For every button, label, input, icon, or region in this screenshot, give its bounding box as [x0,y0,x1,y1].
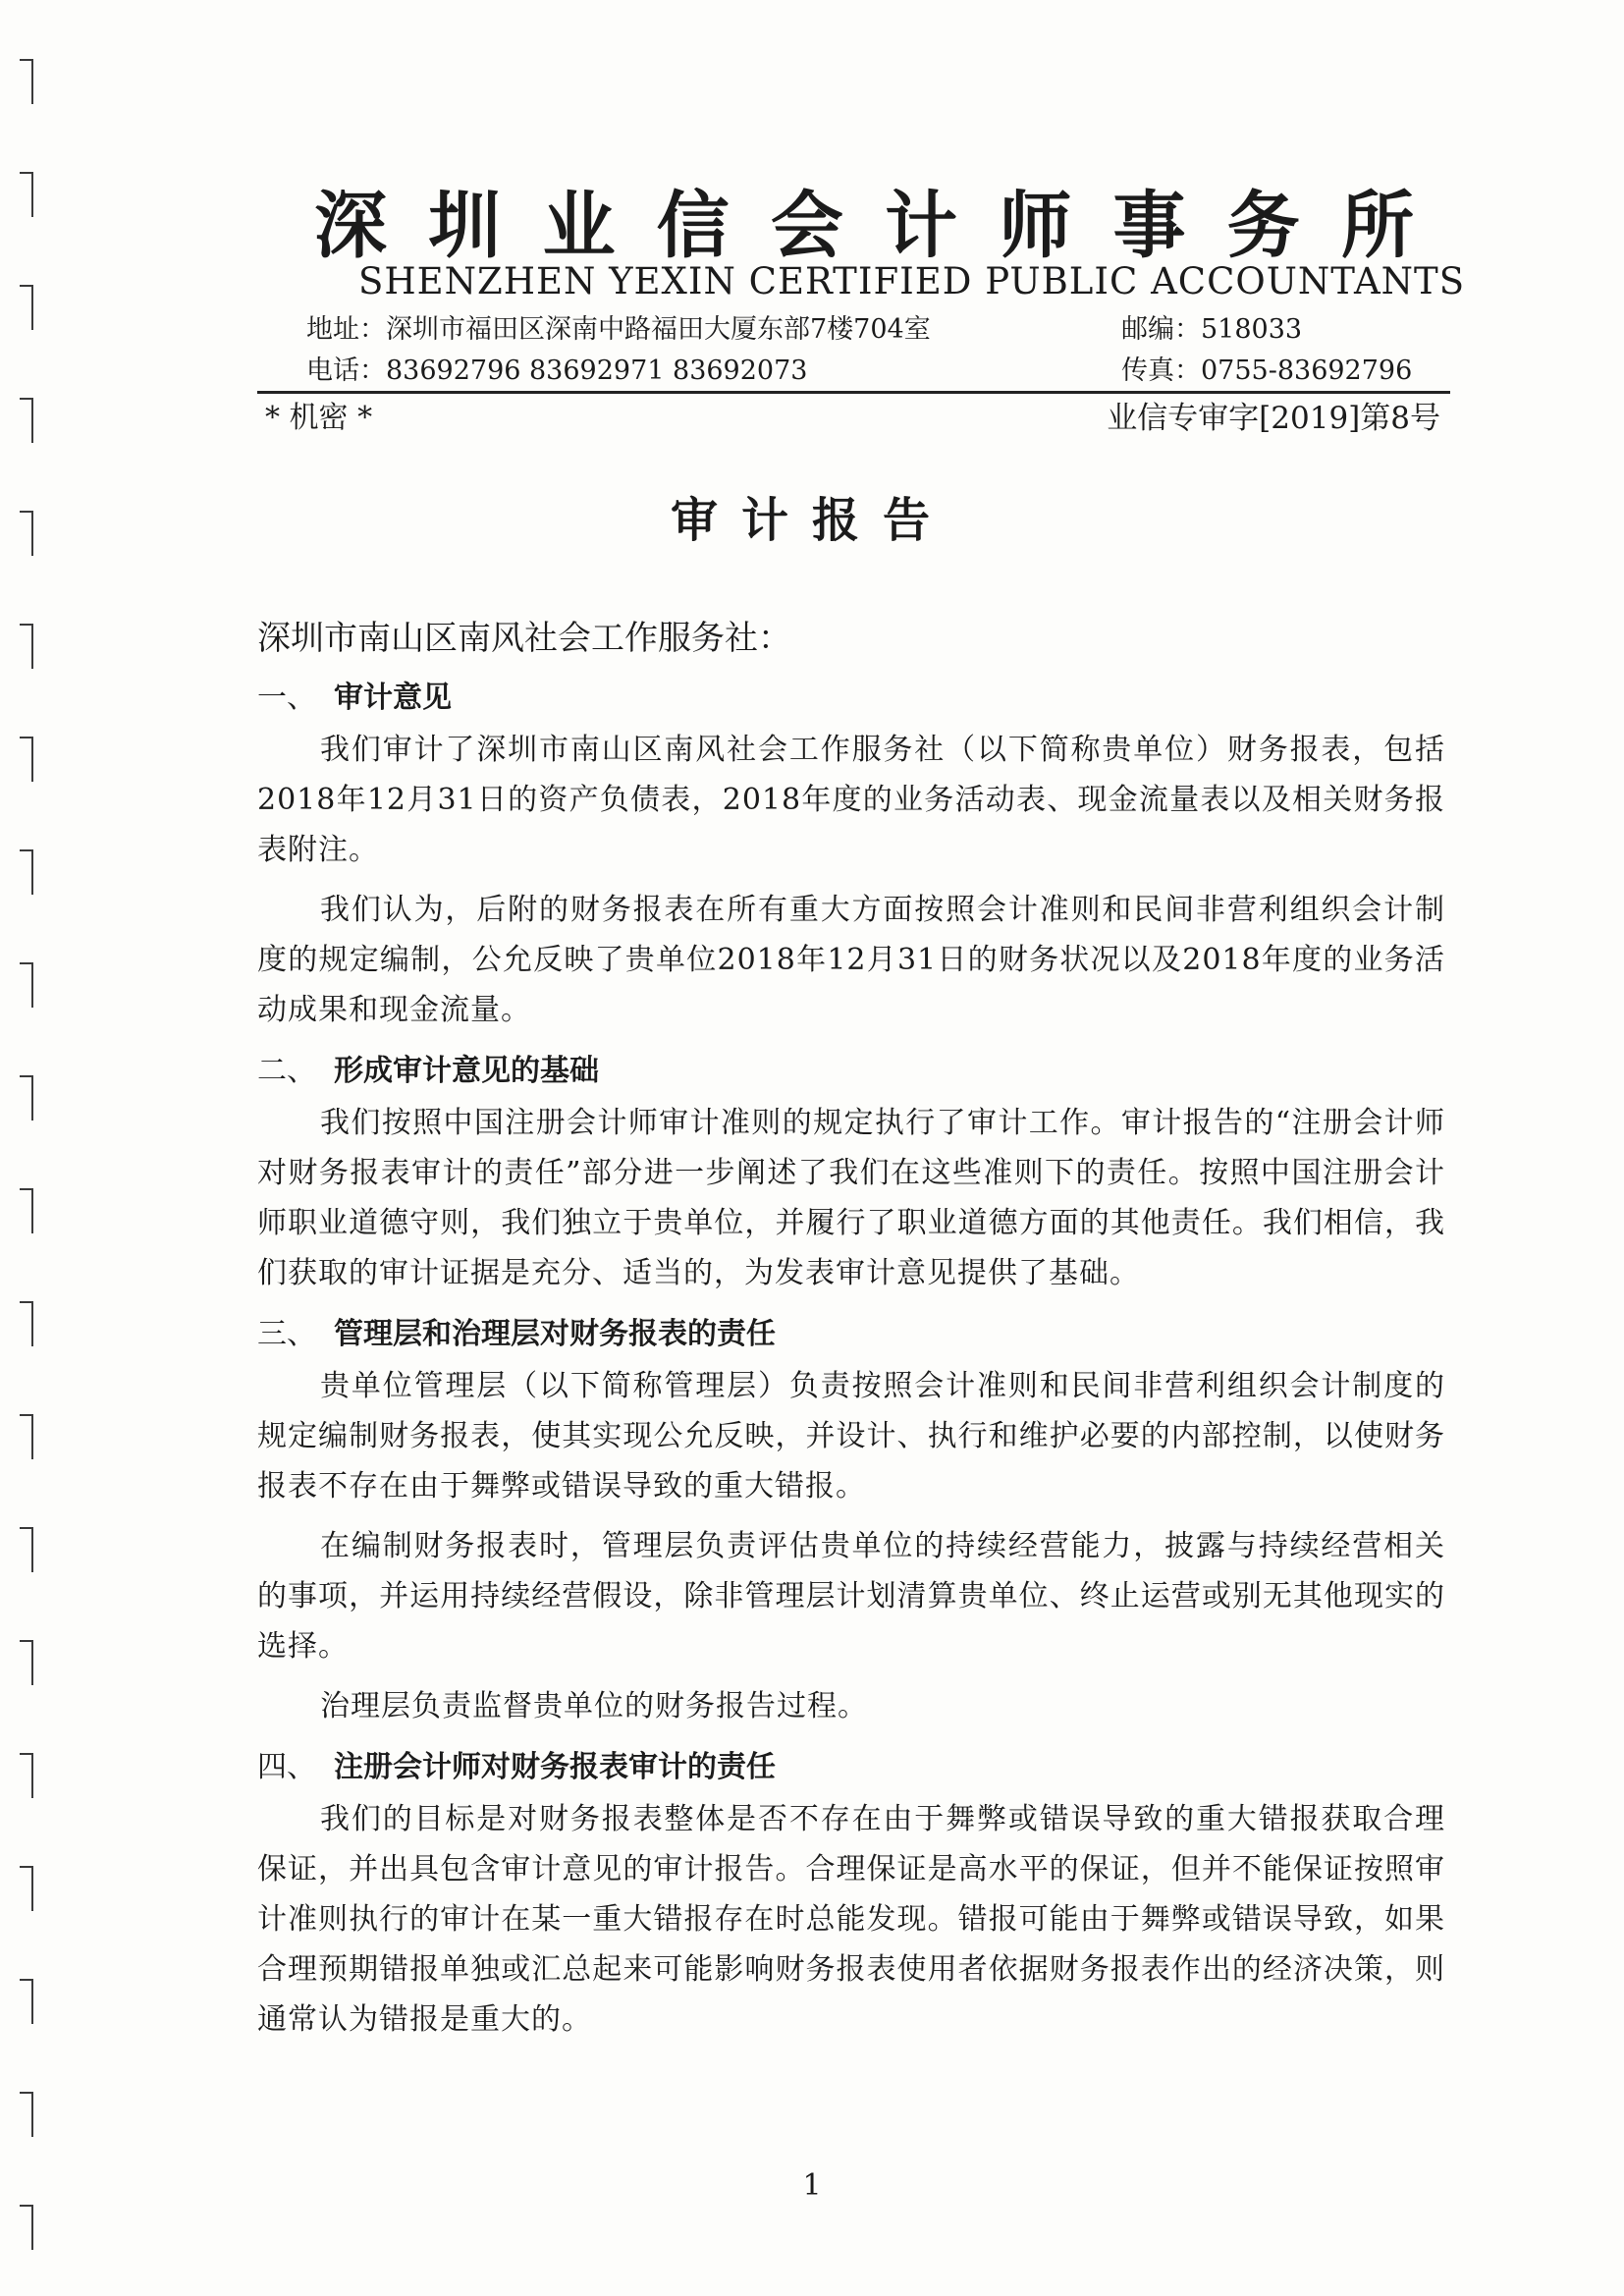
contact-row [306,354,1435,389]
report-body [257,609,1445,2054]
firm-name-char: 深 [314,184,387,268]
firm-name-char: 信 [656,184,730,268]
firm-name-char: 会 [770,184,843,268]
letterhead-divider [257,391,1450,394]
firm-name-char: 师 [999,184,1072,268]
paragraph: 我们的目标是对财务报表整体是否不存在由于舞弊或错误导致的重大错报获取合理保证，并出具包含审计意见的审计报告。合理保证是高水平的保证，但并不能保证按照审计准则执行的审计在某一重大错报存在时总能发现。错报可能由于舞弊或错误导致，如果合理预期错报单独或汇总起来可能影响财务报表使用者依据财务报表作出的经济决策，则通常认为错报是重大的。 [257,1802,1445,2037]
section-heading [257,672,1445,725]
section-number: 二、 [257,1054,316,1088]
section-number: 三、 [257,1317,316,1351]
paragraph: 在编制财务报表时，管理层负责评估贵单位的持续经营能力，披露与持续经营相关的事项，并运用持续经营假设，除非管理层计划清算贵单位、终止运营或别无其他现实的选择。 [257,1529,1445,1664]
confidential-mark: * 机密 * [265,401,373,435]
section-title: 形成审计意见的基础 [334,1054,599,1088]
firm-name-char: 业 [542,184,616,268]
section-heading [257,1741,1445,1794]
firm-name-char: 圳 [428,184,502,268]
report-title: 审计报告 [670,493,953,548]
postcode: 邮编：518033 [1121,314,1303,345]
section-title: 注册会计师对财务报表审计的责任 [334,1750,776,1784]
page-number: 1 [802,2168,822,2203]
paragraph: 贵单位管理层（以下简称管理层）负责按照会计准则和民间非营利组织会计制度的规定编制财务报表，使其实现公允反映，并设计、执行和维护必要的内部控制，以使财务报表不存在由于舞弊或错误导致的重大错报。 [257,1369,1445,1503]
section-title: 管理层和治理层对财务报表的责任 [334,1317,776,1351]
paragraph: 我们按照中国注册会计师审计准则的规定执行了审计工作。审计报告的“注册会计师对财务报表审计的责任”部分进一步阐述了我们在这些准则下的责任。按照中国注册会计师职业道德守则，我们独立于贵单位，并履行了职业道德方面的其他责任。我们相信，我们获取的审计证据是充分、适当的，为发表审计意见提供了基础。 [257,1106,1445,1290]
firm-name-en: SHENZHEN YEXIN CERTIFIED PUBLIC ACCOUNTANTS [358,260,1466,302]
section-heading [257,1308,1445,1361]
paragraph: 我们认为，后附的财务报表在所有重大方面按照会计准则和民间非营利组织会计制度的规定编制，公允反映了贵单位2018年12月31日的财务状况以及2018年度的业务活动成果和现金流量。 [257,893,1445,1027]
address-row [306,312,1435,348]
section-heading [257,1045,1445,1098]
firm-name-char: 计 [885,184,958,268]
firm-name-char: 所 [1340,184,1414,268]
addressee: 深圳市南山区南风社会工作服务社： [257,619,791,658]
binding-punch-marks [20,59,47,2259]
fax: 传真：0755-83692796 [1121,355,1413,386]
phone: 电话：83692796 83692971 83692073 [306,355,808,386]
firm-name-char: 务 [1226,184,1300,268]
firm-name-char: 事 [1112,184,1186,268]
document-number: 业信专审字[2019]第8号 [1107,401,1440,436]
paragraph: 治理层负责监督贵单位的财务报告过程。 [320,1689,868,1723]
section-number: 四、 [257,1750,316,1784]
paragraph: 我们审计了深圳市南山区南风社会工作服务社（以下简称贵单位）财务报表，包括2018年12月31日的资产负债表，2018年度的业务活动表、现金流量表以及相关财务报表附注。 [257,733,1445,867]
address: 地址：深圳市福田区深南中路福田大厦东部7楼704室 [306,314,931,345]
section-title: 审计意见 [334,681,452,715]
section-number: 一、 [257,681,316,715]
